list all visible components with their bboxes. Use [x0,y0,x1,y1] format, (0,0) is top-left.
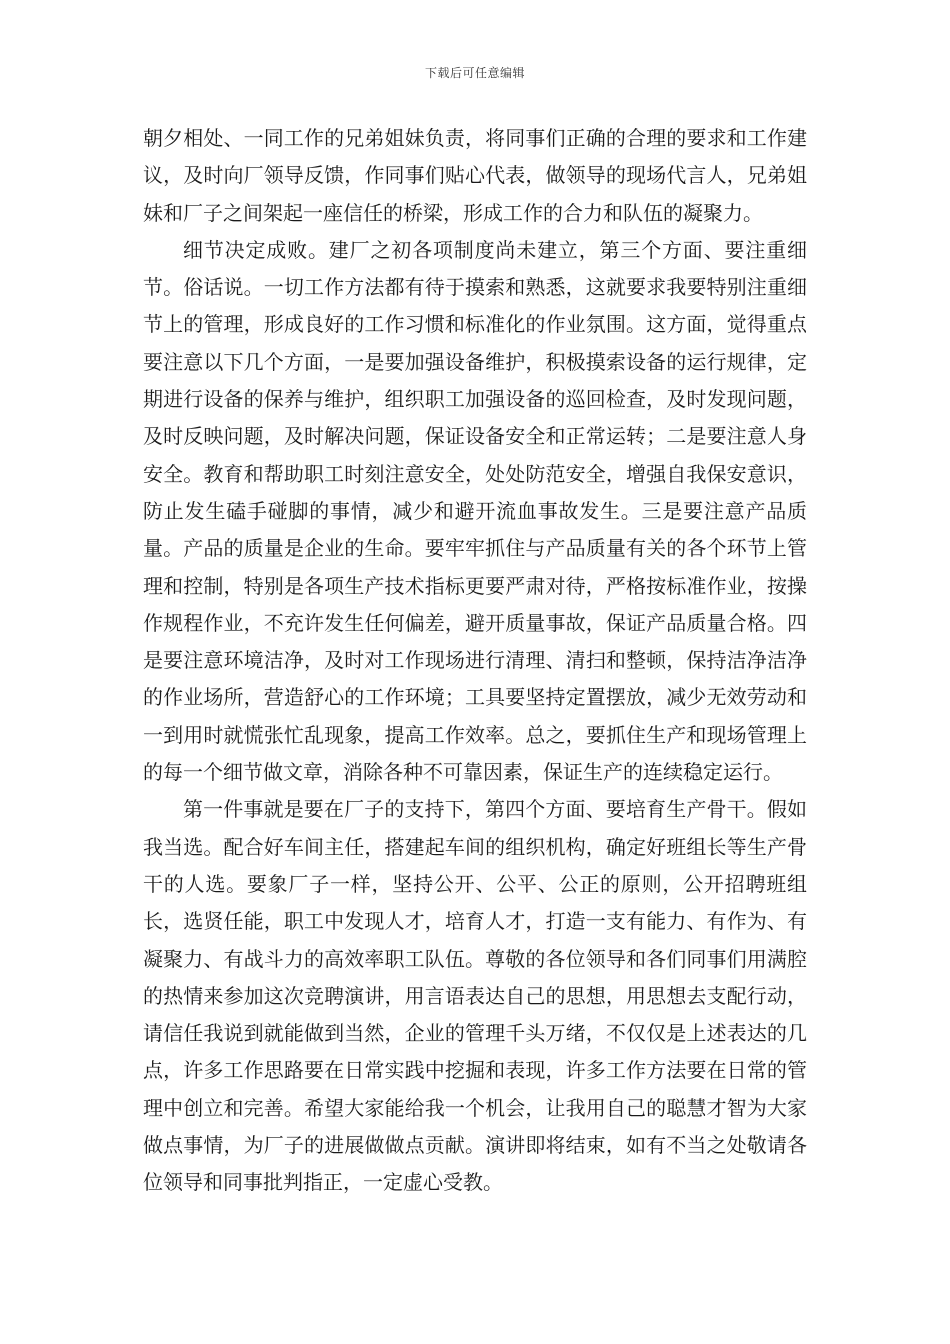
paragraph-backbone: 第一件事就是要在厂子的支持下，第四个方面、要培育生产骨干。假如我当选。配合好车间主任，搭建起车间的组织机构，确定好班组长等生产骨干的人选。要象厂子一样，坚持公开、公平、公正的原则，公开招聘班组长，选贤任能，职工中发现人才，培育人才，打造一支有能力、有作为、有凝聚力、有战斗力的高效率职工队伍。尊敬的各位领导和各们同事们用满腔的热情来参加这次竞聘演讲，用言语表达自己的思想，用思想去支配行动，请信任我说到就能做到当然，企业的管理千头万绪，不仅仅是上述表达的几点，许多工作思路要在日常实践中挖掘和表现，许多工作方法要在日常的管理中创立和完善。希望大家能给我一个机会，让我用自己的聪慧才智为大家做点事情，为厂子的进展做做点贡献。演讲即将结束，如有不当之处敬请各位领导和同事批判指正，一定虚心受教。 [143,797,807,1195]
page-header: 下载后可任意编辑 [424,66,525,80]
document-body [143,120,807,1202]
paragraph-continuation: 朝夕相处、一同工作的兄弟姐妹负责，将同事们正确的合理的要求和工作建议，及时向厂领导反馈，作同事们贴心代表，做领导的现场代言人，兄弟姐妹和厂子之间架起一座信任的桥梁，形成工作的合力和队伍的凝聚力。 [143,126,807,225]
paragraph-details: 细节决定成败。建厂之初各项制度尚未建立，第三个方面、要注重细节。俗话说。一切工作方法都有待于摸索和熟悉，这就要求我要特别注重细节上的管理，形成良好的工作习惯和标准化的作业氛围。这方面，觉得重点要注意以下几个方面，一是要加强设备维护，积极摸索设备的运行规律，定期进行设备的保养与维护，组织职工加强设备的巡回检查，及时发现问题，及时反映问题，及时解决问题，保证设备安全和正常运转；二是要注意人身安全。教育和帮助职工时刻注意安全，处处防范安全，增强自我保安意识，防止发生磕手碰脚的事情，减少和避开流血事故发生。三是要注意产品质量。产品的质量是企业的生命。要牢牢抓住与产品质量有关的各个环节上管理和控制，特别是各项生产技术指标更要严肃对待，严格按标准作业，按操作规程作业，不充许发生任何偏差，避开质量事故，保证产品质量合格。四是要注意环境洁净，及时对工作现场进行清理、清扫和整顿，保持洁净洁净的作业场所，营造舒心的工作环境；工具要坚持定置摆放，减少无效劳动和一到用时就慌张忙乱现象，提高工作效率。总之，要抓住生产和现场管理上的每一个细节做文章，消除各种不可靠因素，保证生产的连续稳定运行。 [143,237,807,785]
